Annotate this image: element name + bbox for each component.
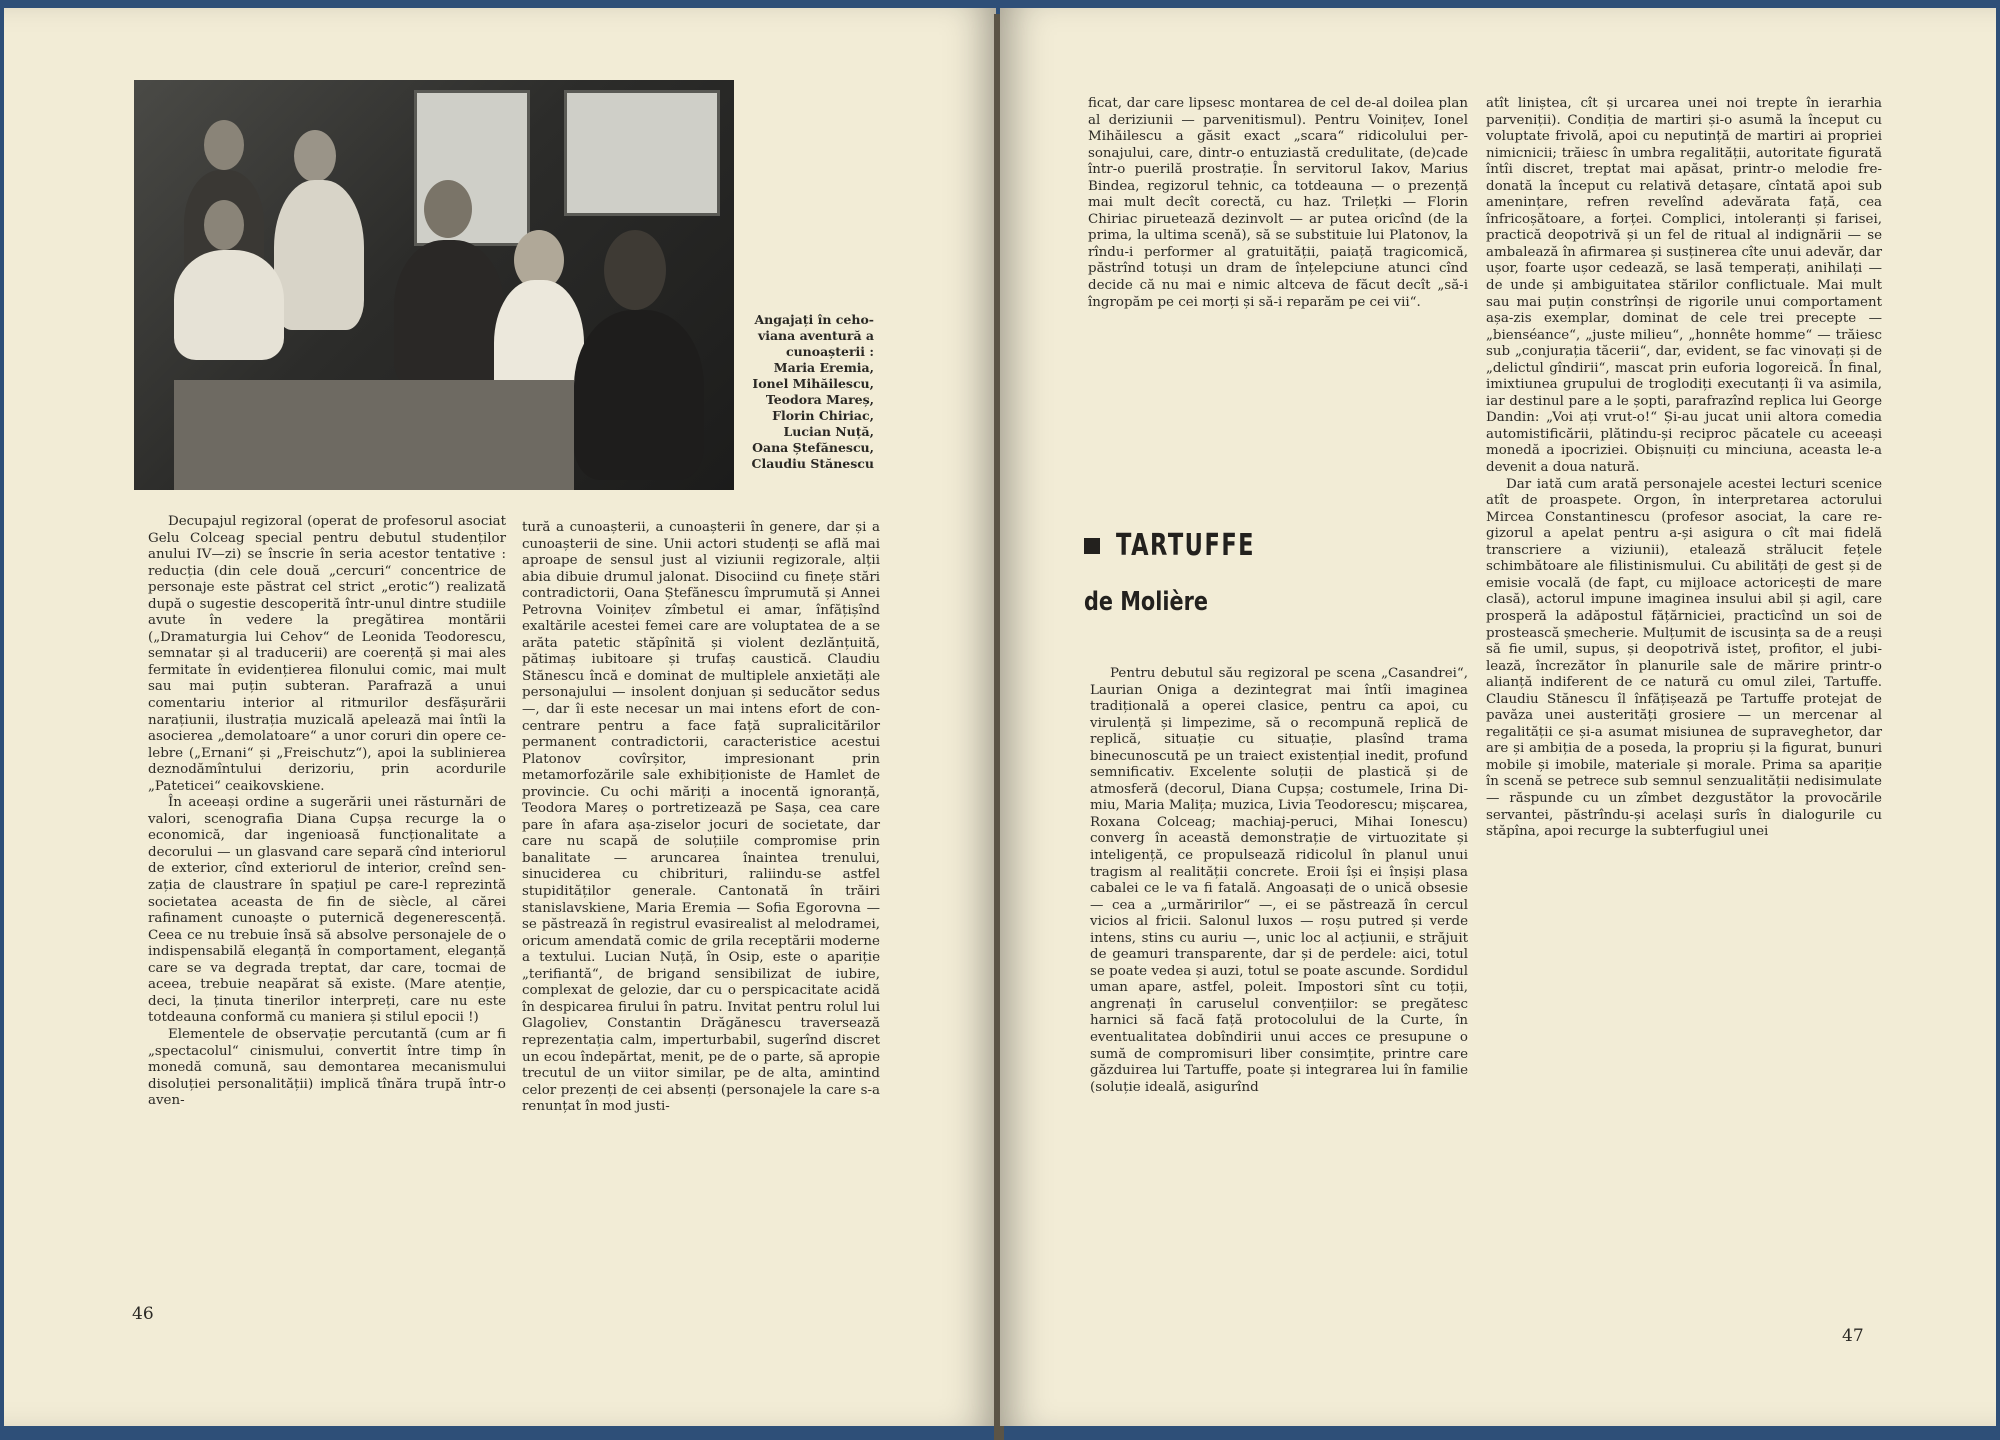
paragraph: atît liniștea, cît și urcarea unei noi trepte în ierarhia parveniții). Condiția de martiri și-o asumă la început cu voluptate frivolă, apoi cu neputință de martiri ai propriei nimicnicii; trăiesc în umbra regalității, autoritate figurată întîi discret, treptat mai apăsat, printr-o melodie fredonată la început cu relativă detașare, cîntată apoi sub amenințare, refren revelînd adevărata față, cea înfricoșătoare, a forței. Complici, intoleranți și farisei, practică deopotrivă și un fel de ritual al indignării — se ambalează în afirmarea și susținerea cîte unui adevăr, dar ușor, foarte ușor cedează, se lasă temperați, anihilați — de unde și ambiguitatea stărilor conflictuale. Mai mult sau mai puțin constrînși de rigorile unui comportament așa-zis exemplar, dominat de cele trei precepte — „bienséance“, „juste milieu“, „honnête homme“ — trăiesc sub „conjurația tăcerii“, dar, evident, se fac vinovați și de „delictul gîndirii“, mascat prin euforia logoreică. În final, imixtiunea grupului de troglodiți executanți îi va asimila, iar destinul pare a le șopti, parafrazînd replica lui George Dandin: „Voi ați vrut-o!“ Și-au jucat unii altora comedia automistificării, plătindu-și reciproc păcatele cu aceeași monedă a ipocriziei. Obișnuiți cu minciuna, aceasta le-a devenit a doua natură. bbox=[1486, 96, 1882, 476]
left-page bbox=[4, 8, 996, 1426]
paragraph: Dar iată cum arată personajele acestei lecturi scenice atît de proaspete. Orgon, în interpretarea actorului Mircea Constantinescu (profesor asociat, la care regizorul a apelat pentru a-și asigura o cît mai fidelă transcriere a viziunii), etalează strălucit fețele schimbătoare ale filistinismului. Cu abilități de gest și de emisie vocală (de fapt, cu mijloace actoricești de mare clasă), actorul impune imaginea insului abil și agil, care prosperă la adăpostul fățărniciei, practicînd un soi de prostească șmecherie. Mulțumit de iscusința sa de a reuși să fie umil, supus, și deopotrivă isteț, profitor, el jubilează, încrezător în planurile sale de mărire printr-o alianță indiferent de ce natură cu omul zilei, Tartuffe. Claudiu Stănescu îl înfățișează pe Tartuffe protejat de pavăza unei austerități grosiere — un mercenar al regalității ce și-a asumat misiunea de supraveghetor, dar are și ambiția de a poseda, la propriu și la figurat, bunuri mobile și imobile, materiale și morale. Prima sa apariție în scenă se petrece sub semnul senzualității nedisimulate — răspunde cu un zîmbet dezgustător la provocările servantei, păstrîndu-și același surîs în dialogurile cu stăpîna, apoi recurge la subterfugiul unei bbox=[1486, 476, 1882, 840]
photo-caption: Angajați în cehoviana aventură a cunoașterii : Maria Eremia, Ionel Mihăilescu, Teodora Mareș, Florin Chiriac, Lucian Nuță, Oana Ștefănescu, Claudiu Stănescu bbox=[751, 312, 874, 471]
actor-figure bbox=[574, 310, 704, 480]
section-heading bbox=[1084, 528, 1464, 617]
section-title: TARTUFFE bbox=[1116, 528, 1256, 563]
page-number: 46 bbox=[132, 1304, 154, 1324]
section-author: de Molière bbox=[1084, 587, 1208, 617]
paragraph: ficat, dar care lipsesc montarea de cel de-al doilea plan al deriziunii — parvenitismul). Pentru Voinițev, Ionel Mihăilescu a găsit exact „scara“ ridicolului personajului, care, dintr-o entuziastă credulitate, (de)cade într-o puerilă prostrație. În servitorul Iakov, Marius Bindea, regizorul tehnic, ca totdeauna — o prezență mai mult decît corectă, cu haz. Trilețki — Florin Chiriac piruetează dezinvolt — ar putea oricînd (de la prima, la ultima scenă), să se substituie lui Platonov, la rîndu-i performer al gratuității, paiață tragicomică, păstrînd totuși un dram de înțelepciune atunci cînd decide că nu mai e nimic altceva de făcut decît „să-i îngropăm pe cei morți și să-i reparăm pe cei vii“. bbox=[1088, 96, 1468, 310]
article-column-3 bbox=[1088, 96, 1468, 311]
article-column-1 bbox=[148, 514, 506, 1110]
paragraph: În aceeași ordine a sugerării unei răsturnări de valori, scenografia Diana Cupșa recurge la o economică, dar ingenioasă funcționalitate a decorului — un glasvand care separă cînd interiorul de exterior, cînd exteriorul de interior, creînd senzația de claustrare în spațiul pe care-l reprezintă societatea aceasta de fin de siècle, al cărei rafinament cunoaște o puternică degenerescență. Ceea ce nu trebuie însă să absolve personajele de o indispensabilă eleganță în comportament, eleganță care se va degrada treptat, dar care, tocmai de aceea, trebuie neapărat să existe. (Mare atenție, deci, la ținuta tinerilor interpreți, care nu este totdeauna conformă cu maniera și stilul epocii !) bbox=[148, 795, 506, 1026]
article-column-4 bbox=[1486, 96, 1882, 841]
article-column-5 bbox=[1090, 666, 1468, 1096]
actor-head bbox=[294, 130, 336, 182]
actor-figure bbox=[174, 250, 284, 360]
paragraph: Decupajul regizoral (operat de profesorul asociat Gelu Colceag special pentru debutul studenților anului IV—zi) se înscrie în seria acestor tentative : reducția (din cele două „cercuri“ concentrice de personaje este păstrat cel strict „erotic“) realizată după o sugestie descoperită într-unul dintre studiile avute în vedere la pregătirea montării („Dramaturgia lui Cehov“ de Leonida Teodorescu, semnatar și al traducerii) are coerență și mai ales fermitate în evidențierea filonului comic, mai mult sau mai puțin subteran. Parafrază a unui comentariu interior al ritmurilor desfășurării narațiunii, ilustrația muzicală apelează mai întîi la asocierea „demolatoare“ a unor coruri din opere celebre („Ernani“ și „Freischutz“), apoi la sublinierea deznodămîntului derizoriu, prin acordurile „Pateticei“ ceaikovskiene. bbox=[148, 514, 506, 794]
article-column-2 bbox=[522, 520, 880, 1116]
right-page bbox=[1000, 8, 1996, 1426]
paragraph: Elementele de observație percutantă (cum ar fi „spectacolul“ cinismului, convertit între timp în monedă comună, sau demontarea mecanismului disoluției personalității) implică tînăra trupă într-o aven- bbox=[148, 1026, 506, 1109]
paragraph: Pentru debutul său regizoral pe scena „Casandrei“, Laurian Oniga a dezintegrat mai întîi imaginea tradițională a operei clasice, pentru ca apoi, cu virulență și limpezime, să o recompună replică de replică, situație cu situație, plasînd trama binecunoscută pe un traiect existențial inedit, profund semnificativ. Excelente soluții de plastică și de atmosferă (decorul, Diana Cupșa; costumele, Irina Dimiu, Maria Malița; muzica, Livia Teodorescu; mișcarea, Roxana Colceag; machiaj-peruci, Mihai Ionescu) converg în această demonstrație de virtuozitate și inteligență, ce propulsează ridicolul în planul unui tragism al realității concrete. Eroii își ei înșiși plasa cabalei ce le va fi fatală. Angoasați de o unică obsesie — cea a „urmăririlor“ —, ei se păstrează în cercul vicios al fricii. Salonul luxos — roșu putred și verde intens, stins cu auriu —, unic loc al acțiunii, e străjuit de geamuri transparente, dar și de perdele: aici, totul se poate vedea și auzi, totul se poate ascunde. Sordidul uman apare, astfel, poleit. Impostori sînt cu toții, angrenați în caruselul convențiilor: se pregătesc harnici să facă față protocolului de la Curte, în eventualitatea dobîndirii unui acces ce presupune o sumă de compromisuri liber consimțite, printre care găzduirea lui Tartuffe, poate și integrarea lui în familie (soluție ideală, asigurînd bbox=[1090, 666, 1468, 1095]
table bbox=[174, 380, 574, 490]
production-photo bbox=[134, 80, 734, 490]
paragraph: tură a cunoașterii, a cunoașterii în genere, dar și a cunoașterii de sine. Unii actori studenți se află mai aproape de sensul just al viziunii regizorale, alții abia dibuie drumul jalonat. Disociind cu finețe stări contradictorii, Oana Ștefănescu împrumută și Annei Petrovna Voinițev zîmbetul ei amar, înfățișînd exaltările acestei femei care are voluptatea de a se arăta patetic stăpînită și violent dezlănțuită, pătimaș iubitoare și trufaș caustică. Claudiu Stănescu încă e dominat de multiplele anxietăți ale personajului — insolent donjuan și seducător sedus —, dar îi este necesar un mai intens efort de concentrare pentru a face față supralicitărilor permanent contradictorii, caracteristice acestui Platonov covîrșitor, impresionant prin metamorfozările sale exhibiționiste de Hamlet de provincie. Cu ochi măriți a inocentă ignoranță, Teodora Mareș o portretizează pe Sașa, cea care pare în afara așa-ziselor jocuri de societate, dar care nu scapă de soluțiile compromise prin banalitate — aruncarea înaintea trenului, sinuciderea cu chibrituri, raliindu-se astfel stupidităților generale. Cantonată în trăiri stanislavskiene, Maria Eremia — Sofia Egorovna — se păstrează în registrul evasirealist al melodramei, oricum amendată comic de grila receptării moderne a textului. Lucian Nuță, în Osip, este o apariție „terifiantă“, de brigand sensibilizat de iubire, complexat de gelozie, dar cu o perspicacitate acidă în despicarea firului în patru. Invitat pentru rolul lui Glagoliev, Constantin Drăgănescu traversează reprezentația calm, imperturbabil, sugerînd discret un ecou îndepărtat, menit, pe de o parte, să apropie trecutul de un viitor similar, pe de alta, amintind celor prezenți de cei absenți (personajele la care s-a renunțat în mod justi- bbox=[522, 520, 880, 1115]
square-bullet-icon bbox=[1084, 538, 1100, 554]
actor-head bbox=[204, 200, 244, 250]
window-pane bbox=[564, 90, 720, 216]
actor-head bbox=[204, 120, 244, 170]
actor-head bbox=[424, 180, 472, 238]
actor-figure bbox=[394, 240, 504, 390]
page-number: 47 bbox=[1842, 1326, 1864, 1346]
actor-figure bbox=[274, 180, 364, 330]
actor-head bbox=[604, 230, 666, 310]
